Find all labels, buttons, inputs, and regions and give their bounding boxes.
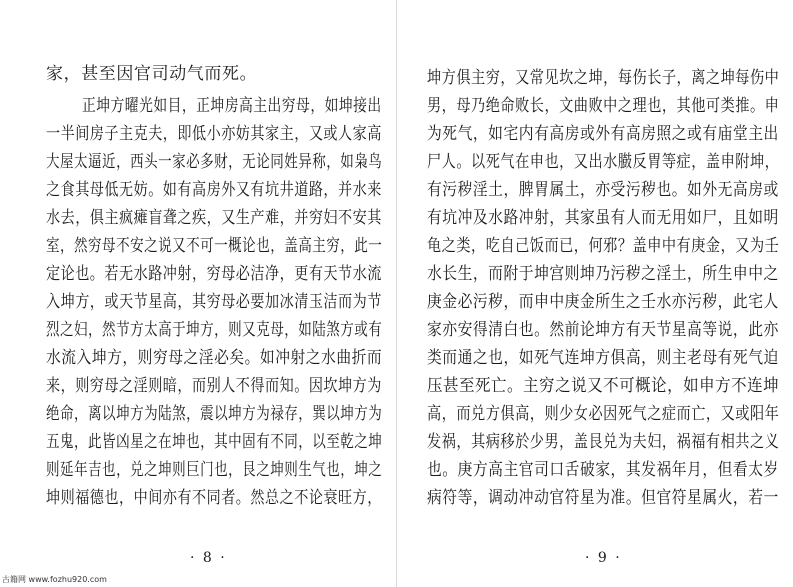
text-line: 坤则福德也，中间亦有不同者。然总之不论衰旺方， (46, 488, 382, 508)
text-line: 有污秽淫土，脾胃属土，亦受污秽也。如外无高房或 (427, 180, 779, 200)
text-line: 病符等，调动冲动官符星为准。但官符星属火，若一 (427, 488, 779, 508)
text-line: 家，甚至因官司动气而死。 (46, 64, 258, 84)
text-line: 正坤方曜光如目，正坤房高主出穷母，如坤接出 (82, 96, 382, 116)
text-line: 定论也。若无水路冲射，穷母必洁净，更有天节水流 (46, 264, 382, 284)
text-line: 龟之类，吃自己饭而已，何邪？盖申中有庚金，又为壬 (427, 236, 780, 256)
text-line: 也。庚方高主官司口舌破家，其发祸年月，但看太岁 (427, 460, 779, 480)
text-line: 压甚至死亡。主穷之说又不可概论，如申方不连坤 (427, 376, 780, 396)
text-line: 为死气，如宅内有高房或外有高房照之或有庙堂主出 (427, 124, 779, 144)
text-line: 入坤方，或天节星高，其穷母必要加冰清玉洁而为节 (46, 292, 382, 312)
text-line: 坤方俱主穷，又常见坎之坤，每伤长子，离之坤每伤中 (427, 68, 780, 88)
text-line: 高，而兑方俱高，则少女必因死气之症而亡，又或阳年 (427, 404, 780, 424)
text-line: 水去，俱主疯瘫盲聋之疾，又生产难，并穷妇不安其 (46, 208, 382, 228)
text-line: 男，母乃绝命败长，文曲败中之理也，其他可类推。申 (427, 96, 780, 116)
text-line: 水长生，而附于坤宫则坤乃污秽之淫土，所生申中之 (427, 264, 779, 284)
page-number: · 8 · (190, 550, 227, 566)
text-line: 则延年吉也，兑之坤则巨门也，艮之坤则生气也，坤之 (46, 460, 383, 480)
text-line: 来，则穷母之淫则暗，而别人不得而知。因坎坤方为 (46, 376, 382, 396)
text-line: 庚金必污秽，而申中庚金所生之壬水亦污秽，此宅人 (427, 292, 779, 312)
text-line: 尸人。以死气在申也，又出水臌反胃等症，盖申附坤， (427, 152, 780, 172)
text-line: 五鬼，此皆凶星之在坤也，其中固有不同，以至乾之坤 (46, 432, 383, 452)
text-line: 绝命，离以坤方为陆煞，震以坤方为禄存，巽以坤方为 (46, 404, 383, 424)
text-line: 一半间房子主克夫，即低小亦妨其家主，又或人家高 (46, 124, 382, 144)
left-page (0, 0, 396, 587)
text-line: 发祸，其病移於少男，盖艮兑为夫妇，祸福有相共之义 (427, 432, 780, 452)
text-line: 家亦安得清白也。然前论坤方有天节星高等说，此亦 (427, 320, 779, 340)
text-line: 类而通之也，如死气连坤方俱高，则主老母有死气迫 (427, 348, 779, 368)
site-watermark: 古籍网 www.fozhu920.com (2, 575, 107, 584)
text-line: 之食其母低无妨。如有高房外又有坑井道路，并水来 (46, 180, 382, 200)
page-number: · 9 · (585, 550, 622, 566)
right-page (397, 0, 793, 587)
text-line: 室，然穷母不安之说又不可一概论也，盖高主穷，此一 (46, 236, 383, 256)
text-line: 烈之妇，然节方太高于坤方，则又克母，如陆煞方或有 (46, 320, 383, 340)
text-line: 水流入坤方，则穷母之淫必矣。如冲射之水曲折而 (46, 348, 383, 368)
text-line: 有坑冲及水路冲射，其家虽有人而无用如尸，且如明 (427, 208, 779, 228)
text-line: 大屋太逼近，西头一家必多财，无论同姓异称，如枭鸟 (46, 152, 383, 172)
